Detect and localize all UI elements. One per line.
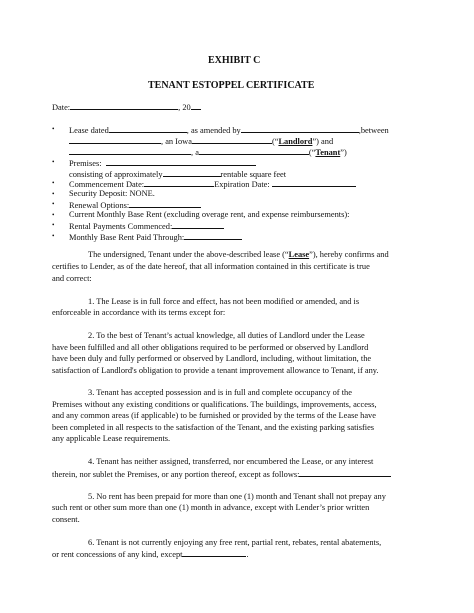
- bullet-icon: •: [52, 125, 55, 133]
- para-5-line-1: 5. No rent has been prepaid for more than one (1) month and Tenant shall not prepay any: [88, 492, 386, 501]
- commencement-blank[interactable]: [144, 178, 214, 187]
- monthly-paid-blank[interactable]: [184, 231, 242, 240]
- para-6-line-1: 6. Tenant is not currently enjoying any free rent, partial rent, rebates, rental abatements,: [88, 538, 382, 547]
- para-3-line-3: and any common areas (if applicable) to be furnished or provided by the terms of the Lease have: [52, 411, 376, 420]
- tenant-term: Tenant: [315, 148, 341, 157]
- landlord-entity-blank[interactable]: [192, 135, 272, 144]
- landlord-line: , an Iowa (“Landlord”) and: [69, 135, 333, 147]
- landlord-name-blank[interactable]: [69, 135, 161, 144]
- lease-dated-line: Lease dated , as amended by ,between: [69, 126, 389, 135]
- para-3-line-2: Premises without any existing conditions or qualifications. The buildings, improvements, access,: [52, 400, 377, 409]
- lease-date-blank[interactable]: [109, 124, 187, 133]
- bullet-icon: •: [52, 232, 55, 240]
- date-year: , 20: [178, 103, 191, 112]
- security-deposit-line: Security Deposit: NONE.: [69, 189, 155, 198]
- para-2-line-1: 2. To the best of Tenant’s actual knowledge, all duties of Landlord under the Lease: [88, 331, 365, 340]
- bullet-icon: •: [52, 179, 55, 187]
- tenant-name-blank[interactable]: [69, 146, 191, 155]
- para-2-line-2: have been fulfilled and all other obligations required to be performed or observed by Landlord: [52, 343, 369, 352]
- assignment-exceptions-blank[interactable]: [299, 468, 391, 477]
- rental-payments-line: Rental Payments Commenced:: [69, 220, 224, 232]
- consisting-line: consisting of approximately rentable square feet: [69, 170, 287, 179]
- bullet-icon: •: [52, 211, 55, 219]
- landlord-term: Landlord: [278, 137, 313, 146]
- renewal-line: Renewal Options:: [69, 199, 201, 211]
- para-1-line-1: 1. The Lease is in full force and effect, has not been modified or amended, and is: [88, 297, 360, 306]
- rental-payments-blank[interactable]: [172, 220, 224, 229]
- para-2-line-4: satisfaction of Landlord's obligation to provide a tenant improvement allowance to Tenant, if any.: [52, 366, 379, 375]
- bullet-icon: •: [52, 190, 55, 198]
- exhibit-heading: EXHIBIT C: [208, 55, 261, 66]
- tenant-line: , a (“Tenant”): [69, 146, 347, 158]
- para-5-line-2: such rent or other sum more than one (1) month in advance, except with Lender’s prior written: [52, 503, 370, 512]
- current-rent-line: Current Monthly Base Rent (excluding overage rent, and expense reimbursements):: [69, 210, 350, 219]
- intro-line-1: The undersigned, Tenant under the above-described lease (“Lease”), hereby confirms and: [88, 250, 389, 259]
- para-3-line-5: any applicable Lease requirements.: [52, 434, 171, 443]
- para-2-line-3: have been duly and fully performed or observed by Landlord, including, without limitation, the: [52, 354, 372, 363]
- tenant-entity-blank[interactable]: [199, 146, 309, 155]
- expiration-blank[interactable]: [272, 178, 356, 187]
- monthly-paid-line: Monthly Base Rent Paid Through:: [69, 231, 242, 243]
- para-1-line-2: enforceable in accordance with its terms except for:: [52, 308, 226, 317]
- document-title: TENANT ESTOPPEL CERTIFICATE: [148, 80, 315, 91]
- commencement-line: Commencement Date: Expiration Date:: [69, 178, 356, 190]
- para-6-line-2: or rent concessions of any kind, except .: [52, 550, 249, 559]
- para-3-line-4: been completed in all respects to the satisfaction of the Tenant, and the existing parking satisfies: [52, 423, 375, 432]
- para-4-line-1: 4. Tenant has neither assigned, transferred, nor encumbered the Lease, or any interest: [88, 457, 374, 466]
- para-5-line-3: consent.: [52, 515, 80, 524]
- concessions-blank[interactable]: [182, 548, 246, 557]
- bullet-icon: •: [52, 221, 55, 229]
- bullet-icon: •: [52, 200, 55, 208]
- lease-term: Lease: [288, 250, 310, 259]
- bullet-icon: •: [52, 158, 55, 166]
- premises-blank[interactable]: [106, 157, 256, 166]
- premises-line: Premises:: [69, 157, 256, 169]
- intro-line-2: certifies to Lender, as of the date hereof, that all information contained in this certificate is true: [52, 262, 370, 271]
- para-4-line-2: therein, nor sublet the Premises, or any portion thereof, except as follows:: [52, 468, 391, 480]
- date-blank[interactable]: [70, 101, 178, 110]
- amended-by-blank[interactable]: [241, 124, 359, 133]
- para-3-line-1: 3. Tenant has accepted possession and is in full and complete occupancy of the: [88, 388, 352, 397]
- square-feet-blank[interactable]: [163, 168, 221, 177]
- renewal-blank[interactable]: [129, 199, 201, 208]
- intro-line-3: and correct:: [52, 274, 92, 283]
- date-line: [52, 101, 201, 113]
- year-blank[interactable]: [191, 101, 201, 110]
- date-label: Date:: [52, 103, 71, 112]
